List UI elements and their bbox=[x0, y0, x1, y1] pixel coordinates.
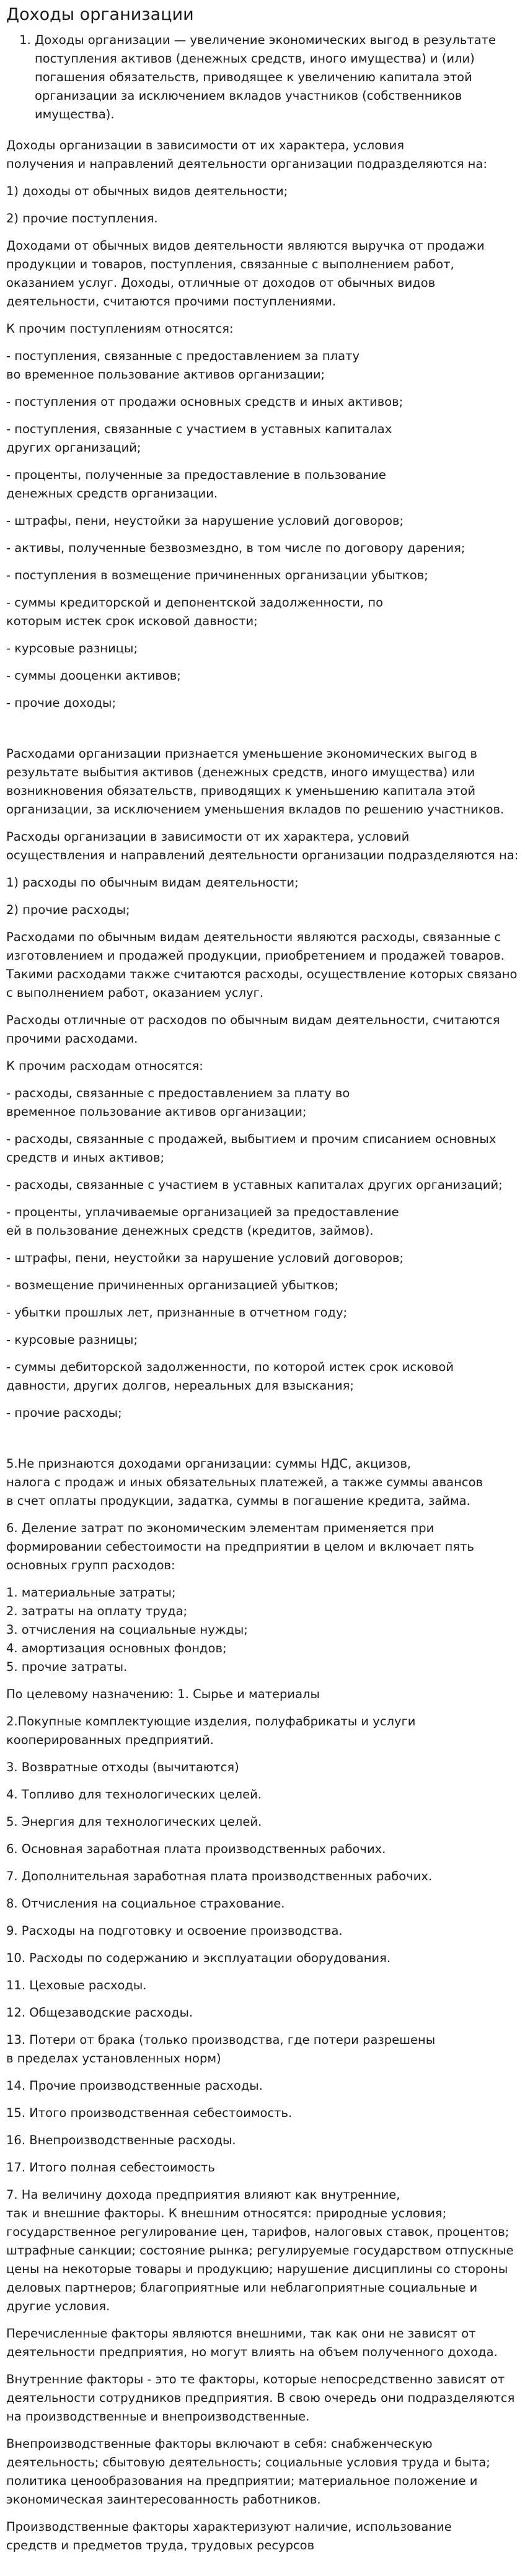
paragraph: - прочие расходы; bbox=[6, 1406, 122, 1420]
paragraph: - поступления, связанные с предоставлением за плату во временное пользование активов организации; bbox=[6, 349, 360, 382]
intro-list bbox=[6, 31, 519, 124]
paragraph: - прочие доходы; bbox=[6, 696, 117, 710]
paragraph: К прочим поступлениям относятся: bbox=[6, 322, 234, 336]
costs-section bbox=[6, 1455, 519, 2555]
paragraph: 11. Цеховые расходы. bbox=[6, 1978, 147, 1992]
paragraph: 12. Общезаводские расходы. bbox=[6, 2005, 193, 2020]
paragraph: - проценты, уплачиваемые организацией за предоставление ей в пользование денежных средств (кредитов, займов). bbox=[6, 1205, 399, 1238]
paragraph: Расходами по обычным видам деятельности являются расходы, связанные с изготовлением и продажей продукции, приобретением и продажей товаров. Такими расходами также считаются расходы, осуществление которых связано с выполнением работ, оказанием услуг. bbox=[6, 930, 518, 1000]
paragraph: 5. Энергия для технологических целей. bbox=[6, 1815, 262, 1829]
paragraph: - поступления от продажи основных средств и иных активов; bbox=[6, 395, 404, 409]
list-item: 1. материальные затраты; bbox=[6, 1585, 176, 1600]
paragraph: 15. Итого производственная себестоимость. bbox=[6, 2106, 293, 2120]
paragraph: Внутренние факторы - это те факторы, которые непосредственно зависят от деятельности сотрудников предприятия. В свою очередь они подразделяются на производственные и внепроизводственные. bbox=[6, 2372, 515, 2424]
paragraph: - расходы, связанные с предоставлением за плату во временное пользование активов организации; bbox=[6, 1086, 350, 1119]
paragraph: - активы, полученные безвозмездно, в том числе по договору дарения; bbox=[6, 541, 465, 555]
expenses-section bbox=[6, 745, 519, 1422]
paragraph: 7. Дополнительная заработная плата производственных рабочих. bbox=[6, 1869, 433, 1883]
paragraph: 2) прочие расходы; bbox=[6, 903, 130, 917]
paragraph: 16. Внепроизводственные расходы. bbox=[6, 2133, 236, 2147]
paragraph: 2.Покупные комплектующие изделия, полуфабрикаты и услуги кооперированных предприятий. bbox=[6, 1714, 416, 1747]
paragraph: 4. Топливо для технологических целей. bbox=[6, 1787, 262, 1802]
paragraph: - курсовые разницы; bbox=[6, 1333, 138, 1347]
list-item: 3. отчисления на социальные нужды; bbox=[6, 1623, 248, 1637]
paragraph: 8. Отчисления на социальное страхование. bbox=[6, 1896, 285, 1911]
paragraph: - поступления, связанные с участием в уставных капиталах других организаций; bbox=[6, 422, 392, 455]
paragraph-5: 5.Не признаются доходами организации: суммы НДС, акцизов, налога с продаж и иных обязательных платежей, а также суммы авансов в счет оплаты продукции, задатка, суммы в погашение кредита, займа. bbox=[6, 1457, 483, 1508]
paragraph: Доходами от обычных видов деятельности являются выручка от продажи продукции и товаров, поступления, связанные с выполнением работ, оказанием услуг. Доходы, отличные от доходов от обычных видов деятельности, считаются прочими поступлениями. bbox=[6, 239, 485, 309]
paragraph: Производственные факторы характеризуют наличие, использование средств и предметов труда, трудовых ресурсов bbox=[6, 2520, 452, 2552]
paragraph: Расходами организации признается уменьшение экономических выгод в результате выбытия активов (денежных средств, иного имущества) или возникновения обязательств, приводящих к уменьшению капитала этой организации, за исключением уменьшения вкладов по решению участников. bbox=[6, 747, 505, 817]
paragraph: - расходы, связанные с участием в уставных капиталах других организаций; bbox=[6, 1178, 503, 1192]
paragraph: - штрафы, пени, неустойки за нарушение условий договоров; bbox=[6, 1251, 404, 1265]
paragraph: По целевому назначению: 1. Сырье и материалы bbox=[6, 1687, 320, 1701]
income-section bbox=[6, 136, 519, 712]
paragraph: Перечисленные факторы являются внешними, так как они не зависят от деятельности предприятия, но могут влиять на объем полученного дохода. bbox=[6, 2326, 498, 2359]
paragraph: Доходы организации в зависимости от их характера, условия получения и направлений деятельности организации подразделяются на: bbox=[6, 138, 487, 171]
page-title: Доходы организации bbox=[6, 5, 194, 24]
paragraph: - расходы, связанные с продажей, выбытием и прочим списанием основных средств и иных активов; bbox=[6, 1132, 496, 1165]
paragraph: - курсовые разницы; bbox=[6, 641, 138, 655]
paragraph: - суммы дебиторской задолженности, по которой истек срок исковой давности, других долгов, нереальных для взыскания; bbox=[6, 1360, 454, 1393]
list-item: 2. затраты на оплату труда; bbox=[6, 1604, 188, 1618]
paragraph: - возмещение причиненных организацией убытков; bbox=[6, 1278, 339, 1292]
paragraph: Расходы организации в зависимости от их характера, условий осуществления и направлений деятельности организации подразделяются на: bbox=[6, 830, 519, 862]
paragraph: - убытки прошлых лет, признанные в отчетном году; bbox=[6, 1305, 348, 1320]
paragraph: 3. Возвратные отходы (вычитаются) bbox=[6, 1760, 239, 1774]
paragraph: 6. Основная заработная плата производственных рабочих. bbox=[6, 1842, 386, 1856]
paragraph: К прочим расходам относятся: bbox=[6, 1059, 203, 1073]
paragraph: Внепроизводственные факторы включают в себя: снабженческую деятельность; сбытовую деятельность; социальные условия труда и быта; политика ценообразования на предприятии; материальное положение и экономическая заинтересованность работников. bbox=[6, 2437, 490, 2507]
paragraph: - поступления в возмещение причиненных организации убытков; bbox=[6, 568, 428, 582]
paragraph: - штрафы, пени, неустойки за нарушение условий договоров; bbox=[6, 514, 404, 528]
paragraph: 13. Потери от брака (только производства, где потери разрешены в пределах установленных норм) bbox=[6, 2033, 436, 2066]
paragraph: 1) доходы от обычных видов деятельности; bbox=[6, 184, 288, 198]
paragraph: 9. Расходы на подготовку и освоение производства. bbox=[6, 1924, 343, 1938]
cost-elements-list bbox=[6, 1584, 519, 1676]
paragraph: 7. На величину дохода предприятия влияют как внутренние, так и внешние факторы. К внешним относятся: природные условия; государственное регулирование цен, тарифов, налоговых ставок, процентов; штрафные санкции; состояние рынка; регулируемые государством отпускные цены на некоторые товары и продукцию; нарушение дисциплины со стороны деловых партнеров; благоприятные или неблагоприятные социальные и другие условия. bbox=[6, 2188, 514, 2313]
paragraph: 1) расходы по обычным видам деятельности; bbox=[6, 875, 299, 890]
paragraph: 17. Итого полная себестоимость bbox=[6, 2160, 215, 2175]
paragraph: - суммы кредиторской и депонентской задолженности, по которым истек срок исковой давности; bbox=[6, 595, 383, 628]
paragraph: 14. Прочие производственные расходы. bbox=[6, 2079, 263, 2093]
paragraph: - проценты, полученные за предоставление в пользование денежных средств организации. bbox=[6, 468, 386, 501]
paragraph-6: 6. Деление затрат по экономическим элементам применяется при формировании себестоимости на предприятии в целом и включает пять основных групп расходов: bbox=[6, 1521, 475, 1572]
paragraph: - суммы дооценки активов; bbox=[6, 668, 181, 683]
list-item: 5. прочие затраты. bbox=[6, 1660, 128, 1674]
paragraph: 2) прочие поступления. bbox=[6, 211, 158, 226]
paragraph: Расходы отличные от расходов по обычным видам деятельности, считаются прочими расходами. bbox=[6, 1013, 500, 1046]
paragraph: 10. Расходы по содержанию и эксплуатации оборудования. bbox=[6, 1951, 391, 1965]
intro-item-definition: 1. Доходы организации — увеличение экономических выгод в результате поступления активов (денежных средств, иного имущества) и (или) погашения обязательств, приводящее к увеличению капитала этой организации за исключением вкладов участников (собственников имущества). bbox=[35, 31, 519, 124]
list-item: 4. амортизация основных фондов; bbox=[6, 1641, 227, 1655]
